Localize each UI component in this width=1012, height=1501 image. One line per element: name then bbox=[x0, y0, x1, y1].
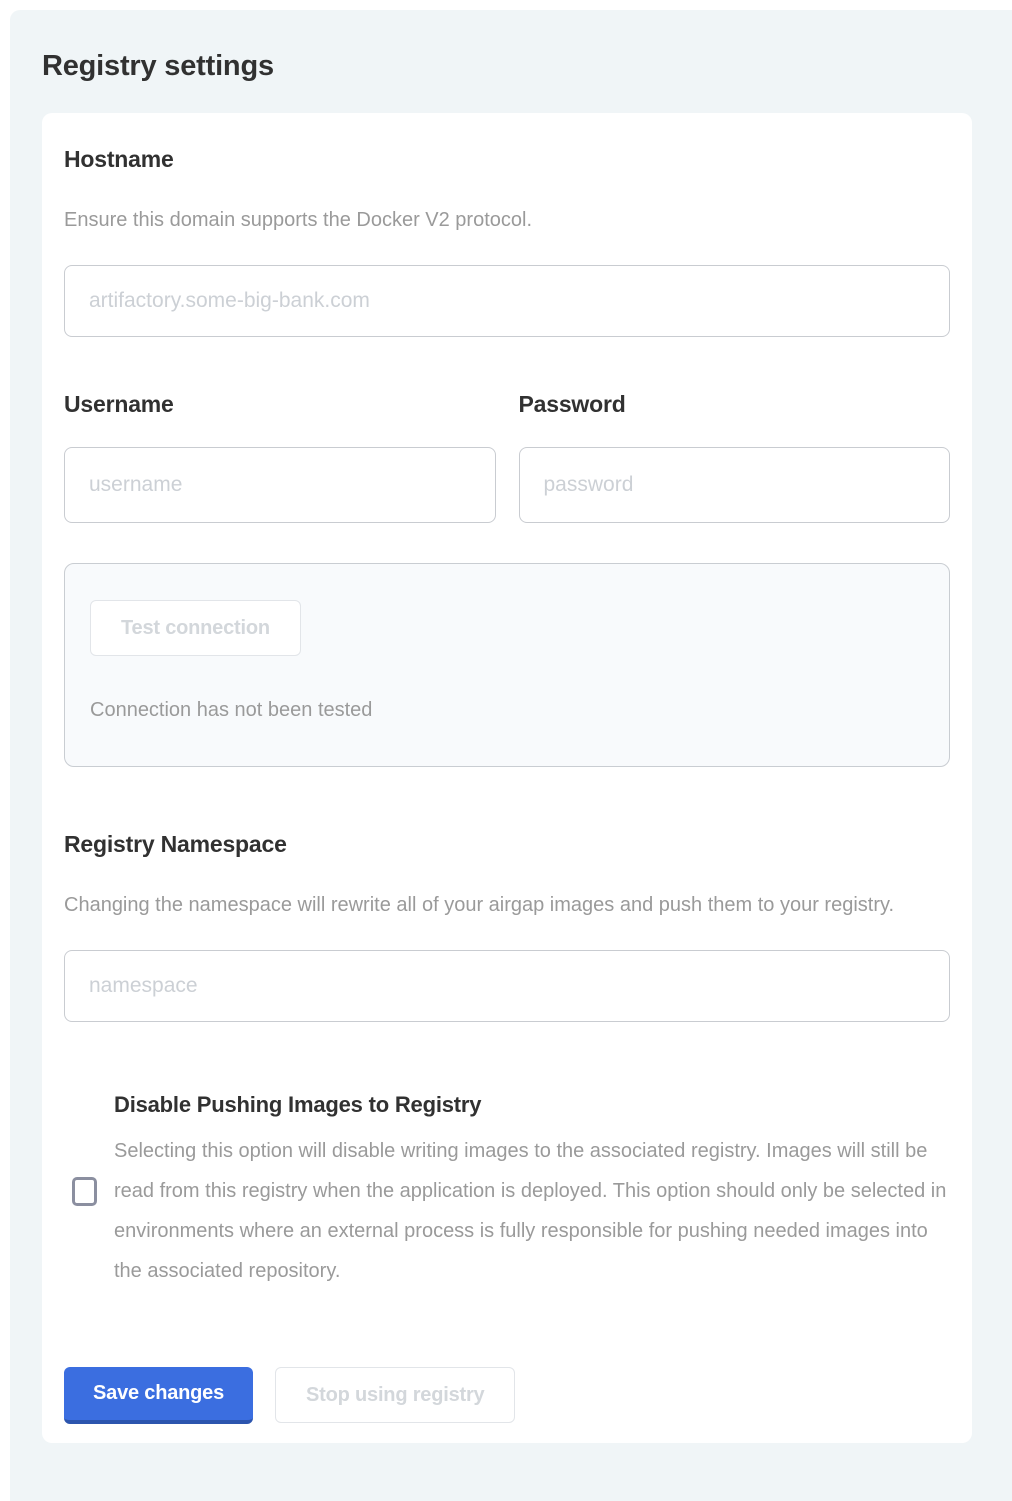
hostname-label: Hostname bbox=[64, 146, 174, 172]
test-connection-button[interactable]: Test connection bbox=[90, 600, 301, 656]
password-input[interactable] bbox=[519, 447, 951, 523]
namespace-input[interactable] bbox=[64, 950, 950, 1022]
disable-pushing-row bbox=[72, 1092, 950, 1291]
page-title: Registry settings bbox=[42, 50, 274, 82]
disable-pushing-checkbox[interactable] bbox=[72, 1177, 97, 1206]
connection-status-text: Connection has not been tested bbox=[90, 699, 373, 721]
registry-namespace-label: Registry Namespace bbox=[64, 831, 287, 857]
password-field-group bbox=[519, 391, 951, 523]
username-field-group bbox=[64, 391, 496, 523]
stop-using-registry-button[interactable]: Stop using registry bbox=[275, 1367, 515, 1423]
disable-pushing-label: Disable Pushing Images to Registry bbox=[114, 1092, 482, 1117]
form-actions bbox=[64, 1367, 950, 1424]
registry-settings-panel bbox=[10, 10, 1012, 1501]
hostname-help-text: Ensure this domain supports the Docker V2 protocol. bbox=[64, 209, 533, 231]
username-input[interactable] bbox=[64, 447, 496, 523]
registry-namespace-help-text: Changing the namespace will rewrite all of your airgap images and push them to your registry. bbox=[64, 894, 895, 916]
disable-pushing-text-block bbox=[114, 1092, 950, 1291]
test-connection-panel bbox=[64, 563, 950, 767]
hostname-input[interactable] bbox=[64, 265, 950, 337]
save-changes-button[interactable]: Save changes bbox=[64, 1367, 253, 1424]
password-label: Password bbox=[518, 391, 626, 417]
registry-settings-card bbox=[42, 113, 972, 1443]
username-label: Username bbox=[64, 391, 174, 417]
credentials-row bbox=[64, 391, 950, 523]
disable-pushing-description: Selecting this option will disable writing images to the associated registry. Images will still be read from this registry when the application is deployed. This option should only be selected in environments where an external process is fully responsible for pushing needed images into the associated repository. bbox=[114, 1140, 947, 1282]
